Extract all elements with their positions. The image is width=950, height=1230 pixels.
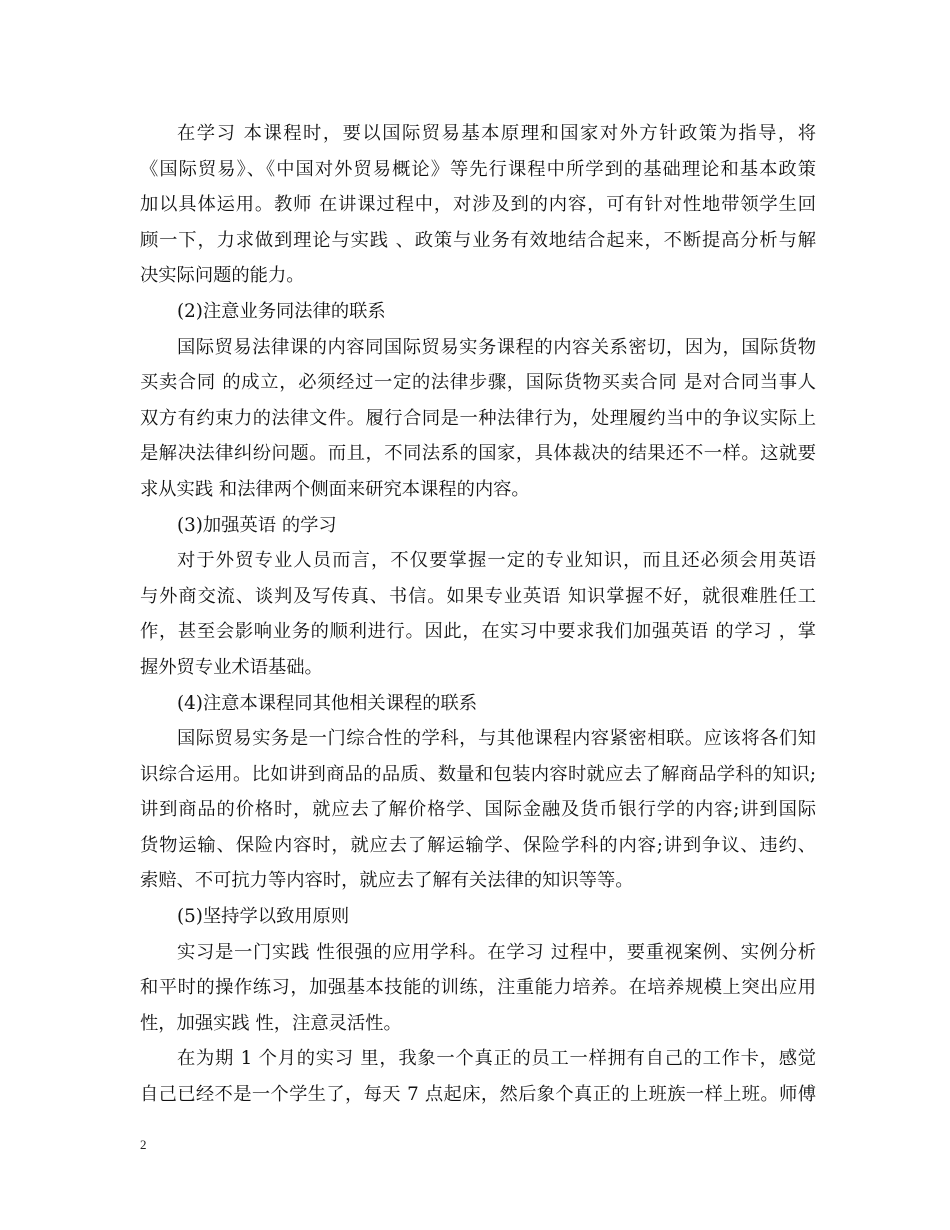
text-line: 握外贸专业术语基础。 (140, 656, 323, 678)
text-line: 讲到商品的价格时，就应去了解价格学、国际金融及货币银行学的内容;讲到国际 (140, 799, 816, 821)
text-line: 买卖合同 的成立，必须经过一定的法律步骤，国际货物买卖合同 是对合同当事人 (140, 372, 816, 394)
text-line: 对于外贸专业人员而言，不仅要掌握一定的专业知识，而且还必须会用英语 (177, 550, 816, 572)
text-line: 货物运输、保险内容时，就应去了解运输学、保险学科的内容;讲到争议、违约、 (140, 834, 816, 856)
text-line: 作，甚至会影响业务的顺利进行。因此，在实习中要求我们加强英语 的学习 ，掌 (140, 621, 816, 643)
text-line: 实习是一门实践 性很强的应用学科。在学习 过程中，要重视案例、实例分析 (177, 941, 816, 963)
document-body-text (140, 116, 816, 1113)
text-line: (5)坚持学以致用原则 (177, 906, 350, 928)
text-line: 《国际贸易》、《中国对外贸易概论》等先行课程中所学到的基础理论和基本政策 (140, 158, 816, 180)
text-line: 是解决法律纠纷问题。而且，不同法系的国家，具体裁决的结果还不一样。这就要 (140, 443, 816, 465)
text-line: (2)注意业务同法律的联系 (177, 300, 386, 322)
text-line: 自己已经不是一个学生了，每天 7 点起床，然后象个真正的上班族一样上班。师傅 (140, 1084, 816, 1106)
text-line: 国际贸易法律课的内容同国际贸易实务课程的内容关系密切，因为，国际货物 (177, 336, 816, 358)
text-line: 识综合运用。比如讲到商品的品质、数量和包装内容时就应去了解商品学科的知识; (140, 763, 816, 785)
text-line: 索赔、不可抗力等内容时，就应去了解有关法律的知识等等。 (140, 870, 634, 892)
text-line: (4)注意本课程同其他相关课程的联系 (177, 692, 478, 714)
text-line: 在为期 1 个月的实习 里，我象一个真正的员工一样拥有自己的工作卡，感觉 (177, 1048, 816, 1070)
text-line: 求从实践 和法律两个侧面来研究本课程的内容。 (140, 478, 530, 500)
text-line: 与外商交流、谈判及写传真、书信。如果专业英语 知识掌握不好，就很难胜任工 (140, 585, 816, 607)
text-line: 性，加强实践 性，注意灵活性。 (140, 1012, 402, 1034)
page-number: 2 (140, 1137, 147, 1152)
text-line: 和平时的操作练习，加强基本技能的训练，注重能力培养。在培养规模上突出应用 (140, 977, 816, 999)
text-line: 双方有约束力的法律文件。履行合同是一种法律行为，处理履约当中的争议实际上 (140, 407, 816, 429)
text-line: 顾一下，力求做到理论与实践 、政策与业务有效地结合起来，不断提高分析与解 (140, 229, 816, 251)
text-line: 加以具体运用。教师 在讲课过程中，对涉及到的内容，可有针对性地带领学生回 (140, 194, 816, 216)
text-line: 在学习 本课程时，要以国际贸易基本原理和国家对外方针政策为指导，将 (177, 123, 816, 144)
text-line: 国际贸易实务是一门综合性的学科，与其他课程内容紧密相联。应该将各们知 (177, 728, 816, 750)
text-line: (3)加强英语 的学习 (177, 514, 337, 536)
text-line: 决实际问题的能力。 (140, 265, 305, 287)
